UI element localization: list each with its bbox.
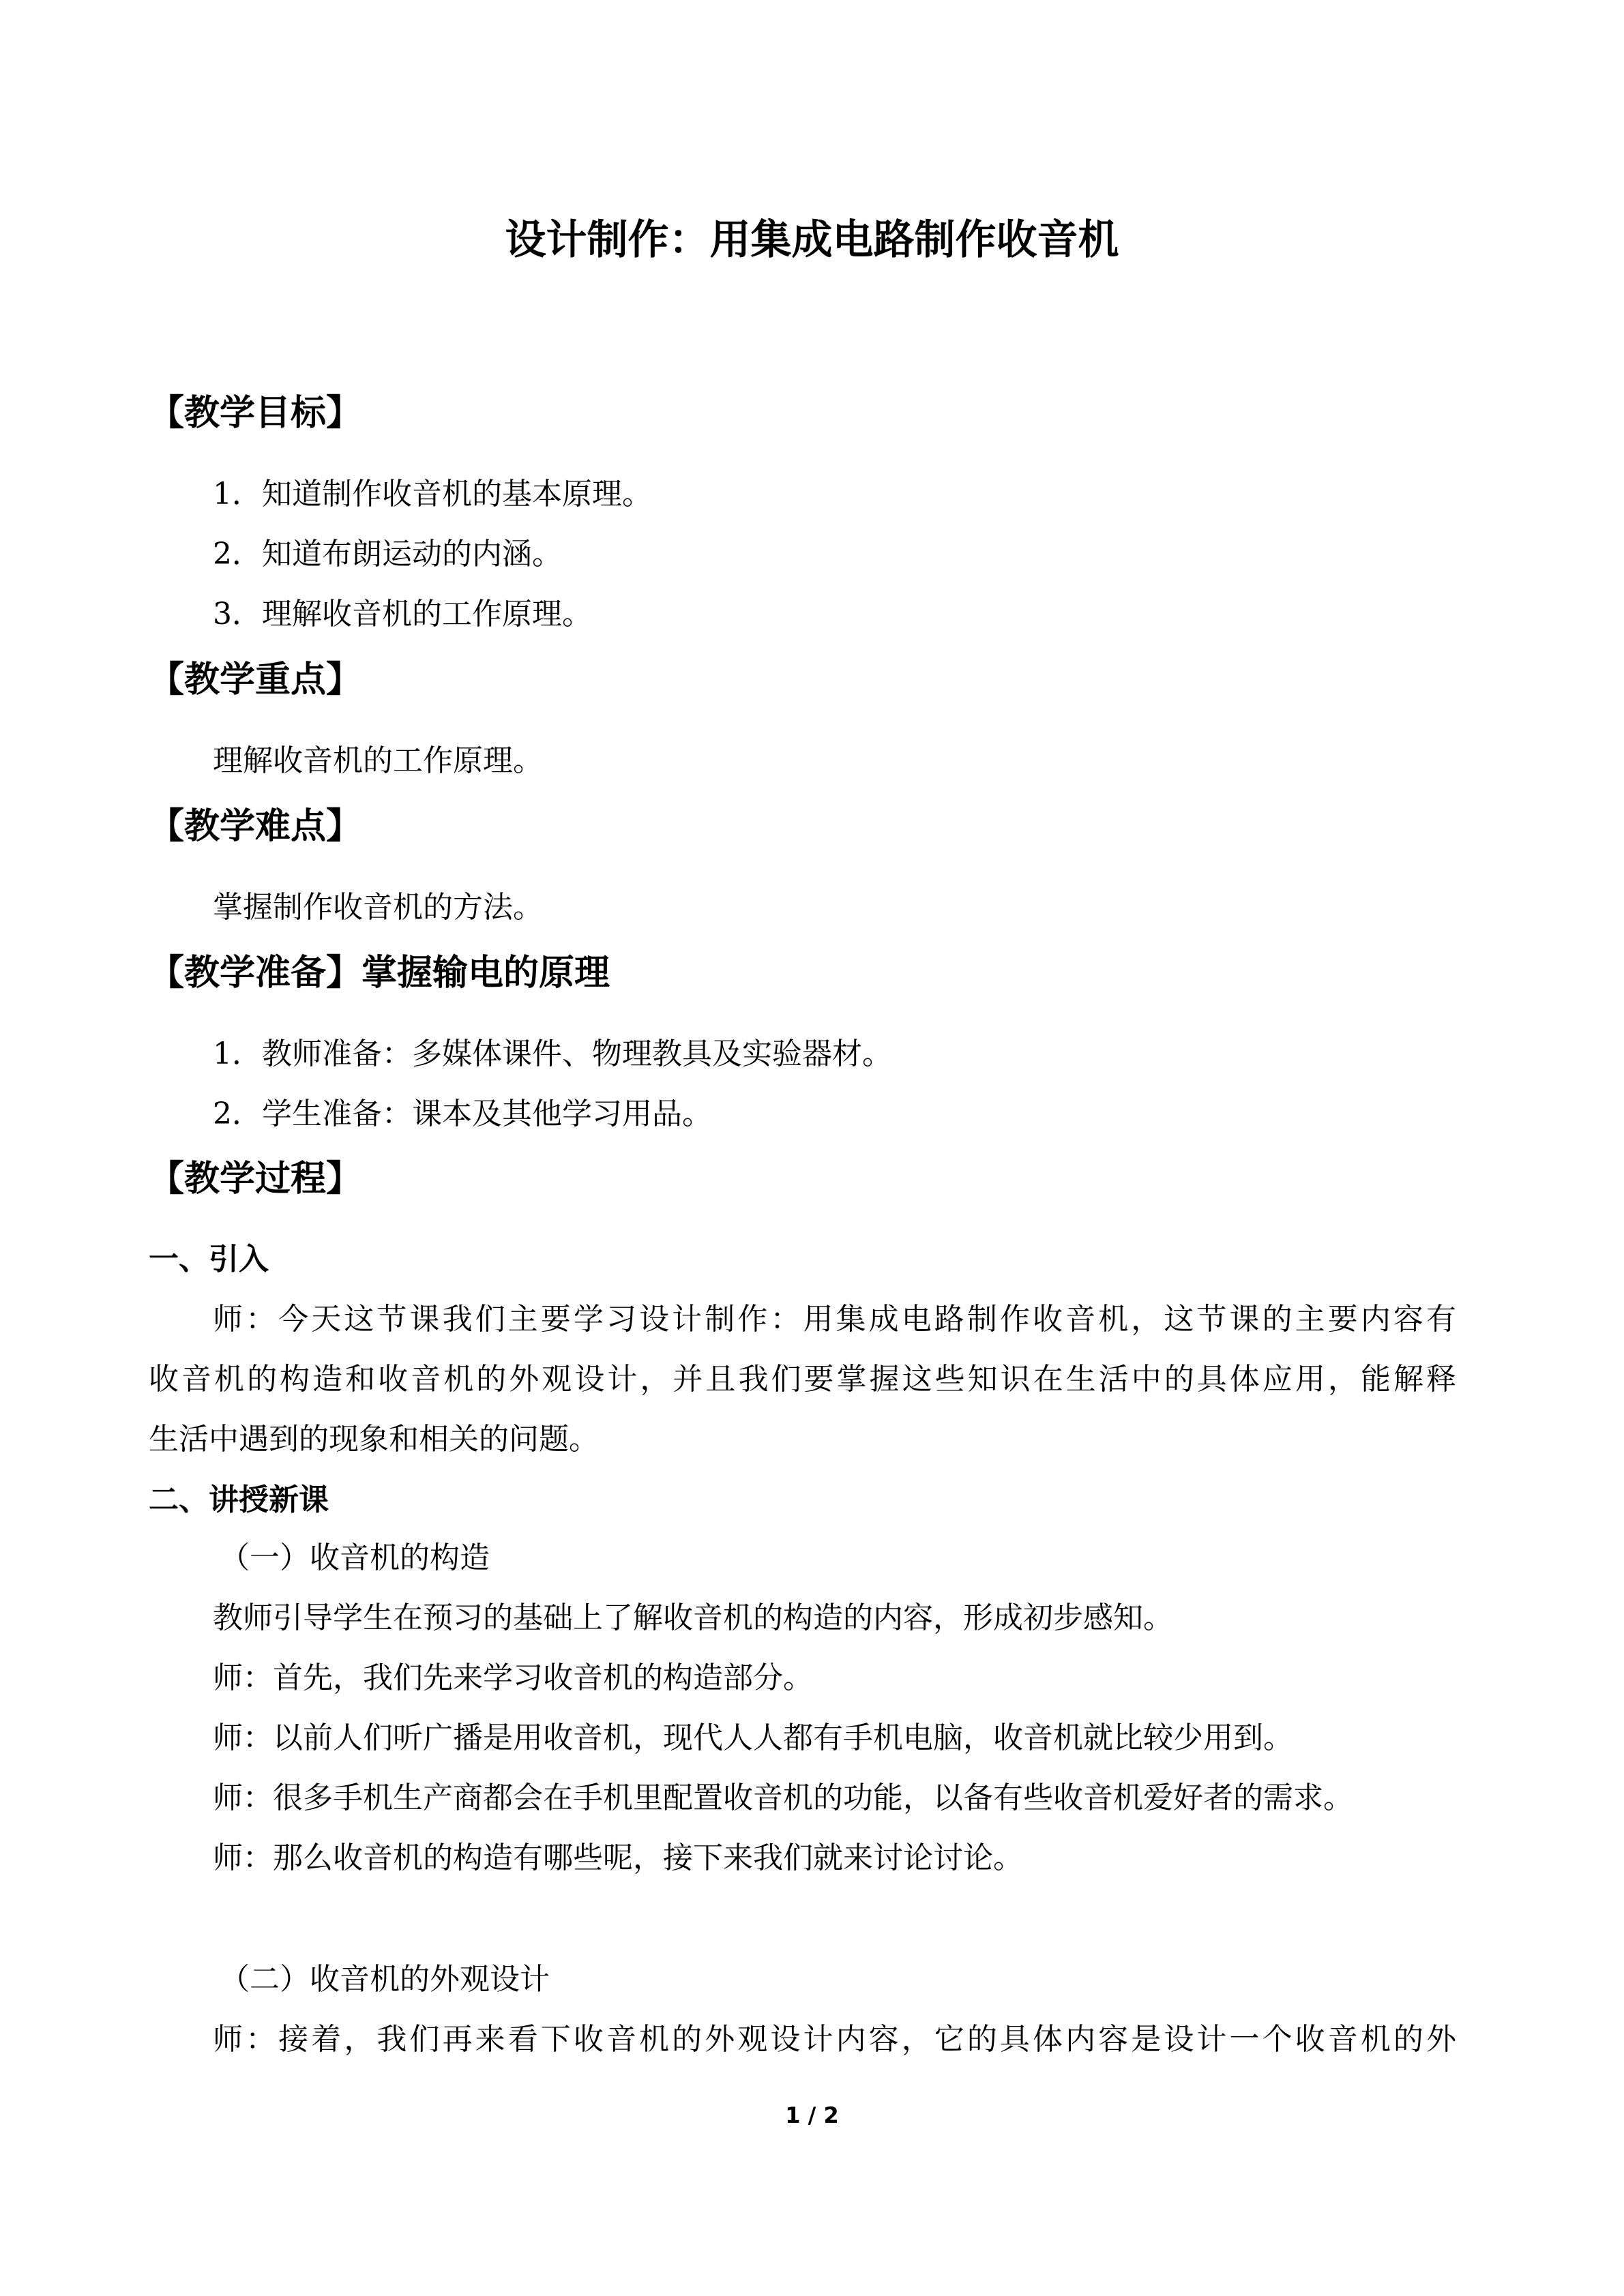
new-lesson-title: 二、讲授新课 <box>149 1482 329 1517</box>
structure-line-4: 师：很多手机生产商都会在手机里配置收音机的功能，以备有些收音机爱好者的需求。 <box>213 1780 1353 1815</box>
intro-line-3: 生活中遇到的现象和相关的问题。 <box>149 1422 599 1457</box>
intro-line-1: 师：今天这节课我们主要学习设计制作：用集成电路制作收音机，这节课的主要内容有 <box>213 1302 1456 1337</box>
difficulties-heading: 【教学难点】 <box>149 806 362 847</box>
preparation-item-1: 1．教师准备：多媒体课件、物理教具及实验器材。 <box>213 1037 892 1071</box>
appearance-title: （二）收音机的外观设计 <box>220 1962 550 1997</box>
appearance-line-1: 师：接着，我们再来看下收音机的外观设计内容，它的具体内容是设计一个收音机的外 <box>213 2022 1456 2057</box>
page-number: 1 / 2 <box>785 2102 839 2128</box>
key-points-text: 理解收音机的工作原理。 <box>213 743 543 778</box>
structure-line-5: 师：那么收音机的构造有哪些呢，接下来我们就来讨论讨论。 <box>213 1840 1023 1875</box>
intro-line-2: 收音机的构造和收音机的外观设计，并且我们要掌握这些知识在生活中的具体应用，能解释 <box>149 1362 1456 1397</box>
process-heading: 【教学过程】 <box>149 1159 362 1199</box>
preparation-heading: 【教学准备】掌握输电的原理 <box>149 953 610 994</box>
structure-line-2: 师：首先，我们先来学习收音机的构造部分。 <box>213 1660 813 1695</box>
goal-item-3: 3．理解收音机的工作原理。 <box>213 597 592 631</box>
goals-heading: 【教学目标】 <box>149 393 362 434</box>
document-title: 设计制作：用集成电路制作收音机 <box>505 216 1119 264</box>
preparation-item-2: 2．学生准备：课本及其他学习用品。 <box>213 1097 712 1131</box>
key-points-heading: 【教学重点】 <box>149 659 362 700</box>
structure-line-1: 教师引导学生在预习的基础上了解收音机的构造的内容，形成初步感知。 <box>213 1600 1173 1635</box>
goal-item-2: 2．知道布朗运动的内涵。 <box>213 537 562 571</box>
goal-item-1: 1．知道制作收音机的基本原理。 <box>213 477 652 511</box>
intro-title: 一、引入 <box>149 1242 269 1277</box>
structure-line-3: 师：以前人们听广播是用收音机，现代人人都有手机电脑，收音机就比较少用到。 <box>213 1720 1293 1755</box>
structure-title: （一）收音机的构造 <box>220 1540 490 1575</box>
difficulties-text: 掌握制作收音机的方法。 <box>213 890 543 925</box>
